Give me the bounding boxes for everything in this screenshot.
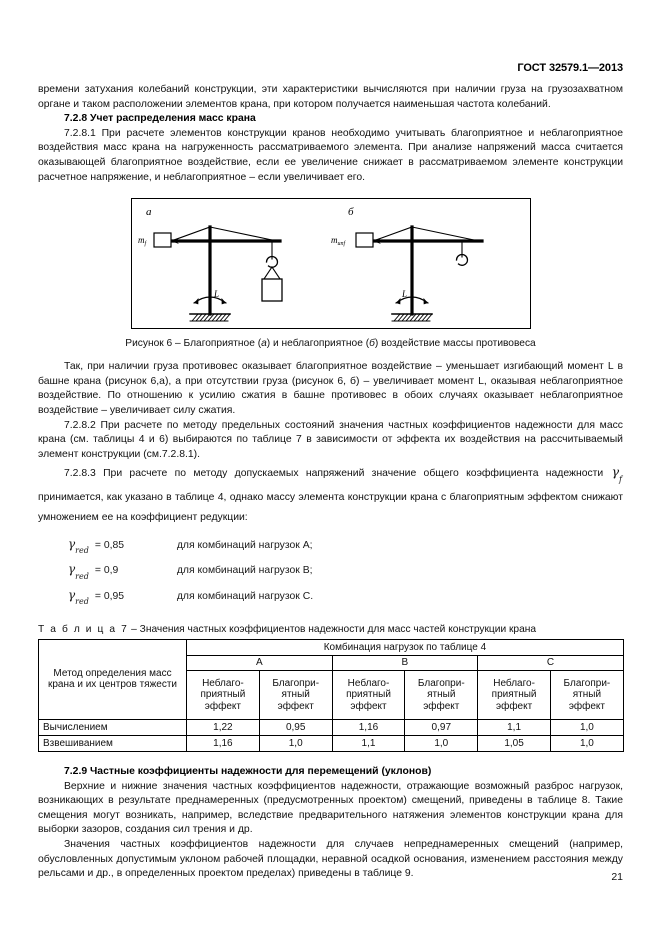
table-7-cell-r1c2: 0,95 — [259, 719, 332, 735]
table-7-group-c: С — [478, 655, 624, 670]
table-7-effect-header-4: Благопри- ятный эффект — [405, 670, 478, 719]
figure-moment-label-a: L — [213, 289, 219, 300]
table-7-effect-header-5: Неблаго- приятный эффект — [478, 670, 551, 719]
figure-6 — [38, 198, 623, 329]
figure-mass-label-a: $m_f$ — [137, 235, 146, 248]
formula-row-b — [38, 559, 623, 584]
paragraph-7-2-8-3-part2: принимается, как указано в таблице 4, однако массу элемента конструкции крана с благоприятным эффектом снижают умножением ее на коэффициент редукции: — [38, 491, 623, 523]
table-7-cell-r1c3: 1,16 — [332, 719, 405, 735]
table-7-cell-r2c2: 1,0 — [259, 735, 332, 751]
table-7-header-row-1 — [39, 639, 624, 655]
figure-caption-post: ) воздействие массы противовеса — [374, 338, 536, 350]
table-7-effect-header-2: Благопри- ятный эффект — [259, 670, 332, 719]
formula-value-b: = 0,9 — [94, 565, 119, 577]
heading-clause-7-2-9: 7.2.9 Частные коэффициенты надежности для перемещений (уклонов) — [64, 765, 432, 777]
figure-moment-label-b: L — [401, 289, 407, 300]
figure-part-label-b: б — [347, 206, 354, 219]
figure-6-frame — [131, 198, 531, 329]
formula-row-c — [38, 585, 623, 610]
paragraph-7-2-9-b: Значения частных коэффициентов надежности для случаев непреднамеренных смещений (например, обусловленных допустимым уклоном рабочей площадки, неравной осадкой основания, изменением расстояния между рельсами и др., в определенных проектом пределах) приведены в таблице 9. — [38, 838, 623, 880]
gamma-red-symbol-b: $\gamma_{red}$ — [68, 562, 89, 581]
figure-caption-mid: ) и неблагоприятное ( — [266, 338, 370, 350]
paragraph-intro: времени затухания колебаний конструкции, эти характеристики вычисляются при наличии груза на грузозахватном органе и таком расположении элементов крана, при котором получается наименьшая частота колебаний. — [38, 84, 623, 110]
table-7-cell-r2c6: 1,0 — [550, 735, 623, 751]
table-7-cell-r2c5: 1,05 — [478, 735, 551, 751]
table-7-cell-r2c3: 1,1 — [332, 735, 405, 751]
page-content — [38, 0, 623, 882]
paragraph-counterweight: Так, при наличии груза противовес оказывает благоприятное воздействие – уменьшает изгибающий момент L в башне крана (рисунок 6,а), а при отсутствии груза (рисунок 6, б) – увеличивает момент L, оказывая неблагоприятное воздействие. По отношению к усилию сжатия в башне противовес в обоих случаях оказывает неблагоприятное воздействие – увеличивает силу сжатия. — [38, 361, 623, 416]
table-7-cell-r1c5: 1,1 — [478, 719, 551, 735]
table-7-cell-r1c4: 0,97 — [405, 719, 478, 735]
formula-value-a: = 0,85 — [94, 539, 125, 551]
table-7-cell-r2c1: 1,16 — [187, 735, 260, 751]
paragraph-7-2-8-1: 7.2.8.1 При расчете элементов конструкции кранов необходимо учитывать благоприятное и неблагоприятное воздействия масс крана на нагруженность рассматриваемого элемента. При анализе напряжений масса считается оказывающей благоприятное воздействие, если ее увеличение снижает в рассматриваемом элементе конструкции расчетное напряжение, и неблагоприятное – если увеличивает его. — [38, 127, 623, 183]
figure-part-label-a: а — [145, 206, 151, 219]
formula-desc-a: для комбинаций нагрузок А; — [176, 539, 313, 551]
paragraph-7-2-8-3-part1: 7.2.8.3 При расчете по методу допускаемых напряжений значение общего коэффициента надежности — [64, 468, 604, 480]
table-7-cell-r1c6: 1,0 — [550, 719, 623, 735]
table-7-effect-header-1: Неблаго- приятный эффект — [187, 670, 260, 719]
document-standard-header: ГОСТ 32579.1—2013 — [517, 62, 623, 74]
figure-6-drawing — [132, 199, 530, 328]
figure-caption-b: б — [369, 338, 375, 350]
paragraph-7-2-8-2: 7.2.8.2 При расчете по методу предельных состояний значения частных коэффициентов надежности для масс крана (см. таблицы 4 и 6) выбираются по таблице 7 в зависимости от эффекта их воздействия на рассчитываемый элемент конструкции (см.7.2.8.1). — [38, 419, 623, 460]
formula-desc-c: для комбинаций нагрузок С. — [176, 590, 314, 602]
table-7-method-header: Метод определения масс крана и их центров тяжести — [39, 639, 187, 719]
reduction-coefficient-list — [38, 534, 623, 610]
formula-desc-b: для комбинаций нагрузок В; — [176, 565, 313, 577]
table-7-cell-r1c1: 1,22 — [187, 719, 260, 735]
table-7-title-text: – Значения частных коэффициентов надежности для масс частей конструкции крана — [128, 623, 537, 635]
table-7-cell-r2c4: 1,0 — [405, 735, 478, 751]
table-7-combination-header: Комбинация нагрузок по таблице 4 — [187, 639, 624, 655]
table-row — [39, 735, 624, 751]
table-7-effect-header-3: Неблаго- приятный эффект — [332, 670, 405, 719]
table-7 — [38, 639, 624, 752]
figure-caption-a: а — [261, 338, 267, 350]
paragraph-7-2-9-a: Верхние и нижние значения частных коэффициентов надежности, отражающие возможный разброс нагрузок, возникающих в результате преднамеренных (предусмотренных проектом) смещений, приведены в таблице 8. Такие смещения могут возникать, например, вследствие предварительного натяжения элементов конструкции крана для выборки зазоров, создания сил трения и др. — [38, 780, 623, 836]
gamma-red-symbol-a: $\gamma_{red}$ — [68, 536, 89, 556]
page-number: 21 — [611, 871, 623, 883]
table-row — [39, 719, 624, 735]
table-7-group-b: В — [332, 655, 478, 670]
table-7-row-label-2: Взвешиванием — [39, 735, 187, 751]
gamma-f-symbol: $\gamma_f$ — [611, 464, 623, 484]
table-7-effect-header-6: Благопри- ятный эффект — [550, 670, 623, 719]
figure-caption-pre: Рисунок 6 – Благоприятное ( — [125, 338, 262, 350]
heading-clause-7-2-8: 7.2.8 Учет распределения масс крана — [64, 113, 256, 125]
figure-6-caption — [38, 338, 623, 349]
table-7-group-a: А — [187, 655, 333, 670]
formula-row-a — [38, 534, 623, 559]
gamma-red-symbol-c: $\gamma_{red}$ — [68, 587, 89, 606]
figure-mass-label-b: $m_{unf}$ — [330, 235, 345, 248]
table-7-title-label: Т а б л и ц а 7 — [38, 623, 129, 635]
table-7-title — [38, 624, 623, 635]
paragraph-7-2-8-3 — [38, 462, 623, 528]
table-7-row-label-1: Вычислением — [39, 719, 187, 735]
formula-value-c: = 0,95 — [94, 590, 125, 602]
